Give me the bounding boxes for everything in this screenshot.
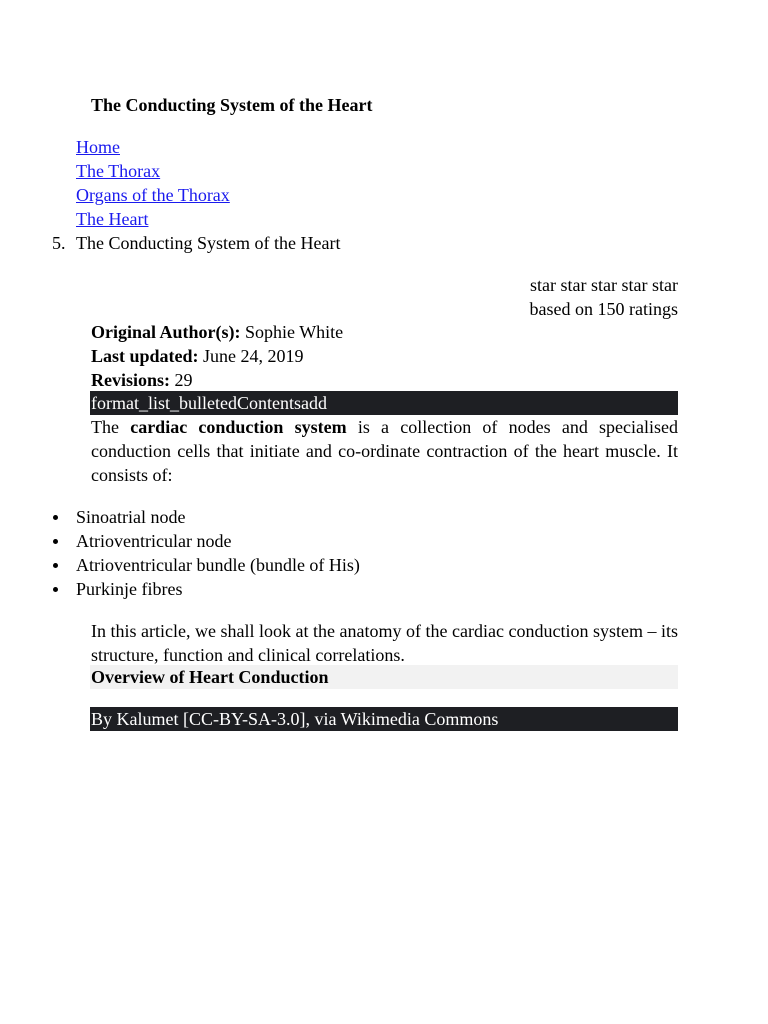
- breadcrumb-current: The Conducting System of the Heart: [76, 233, 341, 253]
- bullet-icon: [53, 587, 58, 592]
- breadcrumb-link-home[interactable]: Home: [76, 137, 120, 157]
- breadcrumb-link-organs-of-thorax[interactable]: Organs of the Thorax: [76, 185, 230, 205]
- list-item-text: Atrioventricular node: [76, 531, 232, 551]
- contents-toggle-label: format_list_bulletedContentsadd: [91, 393, 327, 413]
- intro-lead: The: [91, 417, 131, 437]
- breadcrumb-current-number: 5.: [52, 233, 66, 253]
- bullet-icon: [53, 539, 58, 544]
- component-list: [0, 505, 768, 601]
- intro-bold-term: cardiac conduction system: [130, 417, 347, 437]
- contents-toggle[interactable]: [90, 391, 678, 415]
- bullet-icon: [53, 563, 58, 568]
- intro-rest: is a collection of nodes and specialised conduction cells that initiate and co-ordinate contraction of the heart muscle. It consists of:: [91, 417, 678, 485]
- rating-stars[interactable]: star star star star star: [530, 275, 678, 295]
- breadcrumb-link-thorax[interactable]: The Thorax: [76, 161, 161, 181]
- intro-paragraph: [91, 415, 678, 487]
- image-caption: [90, 707, 678, 731]
- list-item-text: Atrioventricular bundle (bundle of His): [76, 555, 360, 575]
- breadcrumb-link-heart[interactable]: The Heart: [76, 209, 149, 229]
- list-item: [0, 505, 768, 529]
- list-item: [0, 529, 768, 553]
- updated-date: June 24, 2019: [203, 346, 304, 366]
- list-item-text: Sinoatrial node: [76, 507, 186, 527]
- list-item-text: Purkinje fibres: [76, 579, 183, 599]
- section-heading-text: Overview of Heart Conduction: [91, 667, 329, 687]
- list-item: [0, 553, 768, 577]
- author-name: Sophie White: [245, 322, 344, 342]
- author-line: [91, 321, 343, 343]
- revisions-line: [91, 369, 193, 391]
- updated-line: [91, 345, 304, 367]
- updated-label: Last updated:: [91, 346, 199, 366]
- rating-count: based on 150 ratings: [529, 299, 678, 319]
- page-title: The Conducting System of the Heart: [91, 95, 373, 115]
- image-caption-text: By Kalumet [CC-BY-SA-3.0], via Wikimedia Commons: [91, 709, 499, 729]
- list-item: [0, 577, 768, 601]
- revisions-count: 29: [174, 370, 193, 390]
- revisions-label: Revisions:: [91, 370, 171, 390]
- author-label: Original Author(s):: [91, 322, 241, 342]
- bullet-icon: [53, 515, 58, 520]
- article-intro-paragraph: In this article, we shall look at the anatomy of the cardiac conduction system – its structure, function and clinical correlations.: [91, 621, 678, 665]
- section-heading: [90, 665, 678, 689]
